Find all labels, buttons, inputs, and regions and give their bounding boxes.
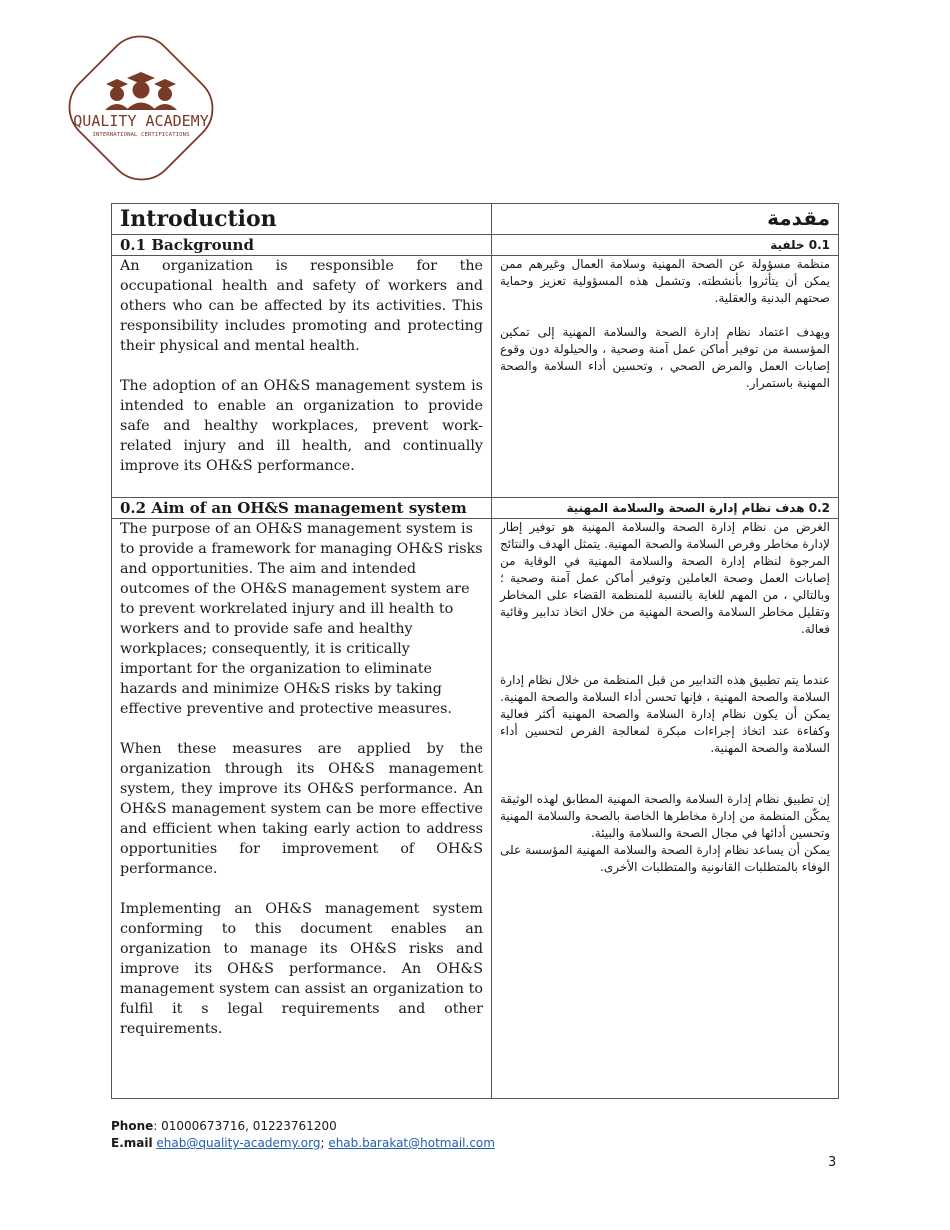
logo-emblem (56, 24, 226, 192)
background-paragraph-en: The adoption of an OH&S management system is intended to enable an organization to provide safe and healthy workplaces, prevent work-related injury and ill health, and continually improve its OH&S performance. (120, 378, 483, 474)
aim-body-en (112, 519, 492, 1099)
aim-paragraph-en: The purpose of an OH&S management system is to provide a framework for managing OH&S risks and opportunities. The aim and intended outcomes of the OH&S management system are to prevent workrelated injury and ill health to workers and to provide safe and healthy workplaces; consequently, it is critically important for the organization to eliminate hazards and minimize OH&S risks by taking effective preventive and protective measures. (120, 521, 483, 717)
background-body-ar (492, 256, 839, 498)
background-paragraph-ar: ويهدف اعتماد نظام إدارة الصحة والسلامة المهنية إلى تمكين المؤسسة من توفير أماكن عمل آمنة وصحية ، والحيلولة دون وقوع إصابات العمل والمرض الصحي ، وتحسين أداء السلامة والصحة المهنية باستمرار. (500, 325, 830, 390)
phone-label: Phone (111, 1119, 154, 1133)
aim-paragraph-ar: يمكن أن يساعد نظام إدارة الصحة والسلامة المهنية المؤسسة على الوفاء بالمتطلبات القانونية والمتطلبات الأخرى. (500, 843, 830, 874)
aim-heading-ar: 0.2 هدف نظام إدارة الصحة والسلامة المهنية (566, 501, 830, 515)
introduction-title-cell (112, 204, 492, 235)
email-link-secondary[interactable]: ehab.barakat@hotmail.com (328, 1136, 495, 1150)
email-label: E.mail (111, 1136, 153, 1150)
aim-body-row (112, 519, 839, 1099)
background-heading-cell (112, 235, 492, 256)
email-separator: ; (320, 1136, 325, 1150)
aim-heading-en: 0.2 Aim of an OH&S management system (120, 499, 467, 517)
background-heading-ar-cell (492, 235, 839, 256)
aim-paragraph-ar: إن تطبيق نظام إدارة السلامة والصحة المهنية المطابق لهذه الوثيقة يمكّن المنظمة من إدارة مخاطرها الخاصة بالصحة والسلامة المهنية وتحسين أدائها في مجال الصحة والسلامة والبيئة. (500, 792, 830, 840)
background-body-en (112, 256, 492, 498)
introduction-title-en: Introduction (120, 206, 277, 232)
background-paragraph-ar: منظمة مسؤولة عن الصحة المهنية وسلامة العمال وغيرهم ممن يمكن أن يتأثروا بأنشطته. وتشمل هذه المسؤولية تعزيز وحماية صحتهم البدنية والعقلية. (500, 257, 830, 305)
introduction-row (112, 204, 839, 235)
aim-heading-cell (112, 498, 492, 519)
background-heading-ar: 0.1 خلفية (770, 238, 830, 252)
background-heading-en: 0.1 Background (120, 236, 254, 254)
introduction-title-ar: مقدمة (767, 206, 830, 230)
aim-heading-row (112, 498, 839, 519)
phone-value: : 01000673716, 01223761200 (153, 1119, 337, 1133)
aim-paragraph-ar: عندما يتم تطبيق هذه التدابير من قبل المنظمة من خلال نظام إدارة السلامة والصحة المهنية ، فإنها تحسن أداء السلامة والصحة المهنية. يمكن أن يكون نظام إدارة السلامة والصحة المهنية أكثر فعالية وكفاءة عند اتخاذ إجراءات مبكرة لمعالجة الفرص لتحسين أداء السلامة والصحة المهنية. (500, 673, 830, 755)
introduction-title-ar-cell (492, 204, 839, 235)
logo-name: QUALITY ACADEMY (73, 112, 209, 130)
background-paragraph-en: An organization is responsible for the occupational health and safety of workers and others who can be affected by its activities. This responsibility includes promoting and protecting their physical and mental health. (120, 258, 483, 354)
bilingual-table (111, 203, 839, 1099)
logo-subtitle: INTERNATIONAL CERTIFICATIONS (92, 132, 190, 138)
phone-line (111, 1118, 495, 1135)
email-line (111, 1135, 495, 1152)
background-body-row (112, 256, 839, 498)
aim-body-ar (492, 519, 839, 1099)
aim-heading-ar-cell (492, 498, 839, 519)
graduates-icon (105, 72, 177, 110)
footer (111, 1118, 495, 1152)
aim-paragraph-ar: الغرض من نظام إدارة الصحة والسلامة المهنية هو توفير إطار لإدارة مخاطر وفرص السلامة والصحة المهنية. يتمثل الهدف والنتائج المرجوة لنظام إدارة الصحة والسلامة المهنية في الوقاية من إصابات العمل وصحة العاملين وتوفير أماكن عمل آمنة وصحية ؛ وبالتالي ، من المهم للغاية بالنسبة للمنظمة القضاء على المخاطر وتقليل مخاطر السلامة والصحة المهنية من خلال اتخاذ تدابير وقائية فعالة. (500, 520, 830, 636)
aim-paragraph-en: When these measures are applied by the organization through its OH&S management system, they improve its OH&S performance. An OH&S management system can be more effective and efficient when taking early action to address opportunities for improvement of OH&S performance. (120, 741, 483, 877)
background-heading-row (112, 235, 839, 256)
page-number: 3 (828, 1155, 837, 1170)
email-link-primary[interactable]: ehab@quality-academy.org (156, 1136, 321, 1150)
logo (56, 24, 226, 192)
aim-paragraph-en: Implementing an OH&S management system conforming to this document enables an organization to manage its OH&S risks and improve its OH&S performance. An OH&S management system can assist an organization to fulfil it s legal requirements and other requirements. (120, 901, 483, 1037)
